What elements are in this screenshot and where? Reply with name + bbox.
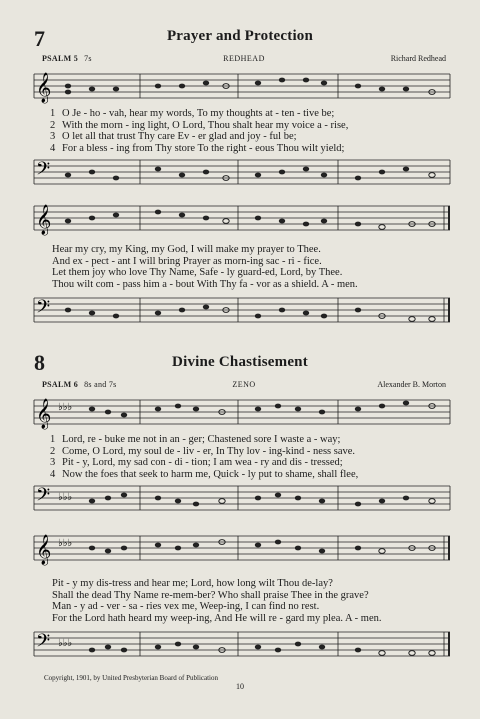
treble-staff: [32, 530, 452, 570]
hymn-title: Prayer and Protection: [166, 28, 314, 44]
verse-line: 1 O Je - ho - vah, hear my words, To my thoughts at - ten - tive be;: [50, 108, 335, 119]
bass-clef-icon: 𝄢: [36, 631, 51, 656]
hymn-meta: [42, 54, 446, 66]
verse-line: For the Lord hath heard my weep-ing, And He will re - gard my plea. A - men.: [52, 612, 382, 624]
verse-line: 2 With the morn - ing light, O Lord, Thou shalt hear my voice a - rise,: [50, 119, 349, 131]
flat-icon: ♭♭♭: [58, 402, 73, 413]
copyright-notice: Copyright, 1901, by United Presbyterian Board of Publication: [44, 674, 219, 682]
verse-line: Thou wilt com - pass him a - bout With Thy fa - vor as a shield. A - men.: [52, 278, 358, 290]
verse-lines-continued: [52, 244, 452, 290]
verse-line: Shall the dead Thy Name re-mem-ber? Who shall praise Thee in the grave?: [52, 589, 369, 601]
flat-icon: ♭♭♭: [58, 638, 73, 649]
hymn-title: Divine Chastisement: [172, 354, 308, 370]
verse-line: 4 For a bless - ing from Thy store To the right - eous Thou wilt yield;: [50, 142, 345, 154]
verse-line: 1 Lord, re - buke me not in an - ger; Chastened sore I waste a - way;: [50, 434, 341, 445]
treble-clef-icon: 𝄞: [36, 535, 52, 565]
verse-line: Pit - y my dis-tress and hear me; Lord, how long wilt Thou de-lay?: [52, 578, 333, 589]
composer: Richard Redhead: [390, 54, 446, 63]
verse-line: And ex - pect - ant I will bring Prayer as morn-ing sac - ri - fice.: [52, 255, 322, 267]
bass-staff: [32, 480, 452, 520]
verse-line: 3 O let all that trust Thy care Ev - er glad and joy - ful be;: [50, 131, 297, 142]
bass-staff: [32, 154, 452, 194]
hymn-meta: [42, 380, 446, 392]
composer: Alexander B. Morton: [377, 380, 446, 389]
treble-staff: [32, 394, 452, 434]
treble-staff: [32, 68, 452, 108]
flat-icon: ♭♭♭: [58, 538, 73, 549]
page-number: 10: [236, 682, 244, 691]
psalm-reference: PSALM 6 8s and 7s: [42, 380, 117, 389]
verse-line: Hear my cry, my King, my God, I will make my prayer to Thee.: [52, 244, 321, 255]
verse-line: Let them joy who love Thy Name, Safe - ly guard-ed, Lord, by Thee.: [52, 267, 343, 278]
bass-clef-icon: 𝄢: [36, 159, 51, 184]
verse-line: 4 Now the foes that seek to harm me, Quick - ly put to shame, shall flee,: [50, 468, 359, 480]
tune-name: REDHEAD: [223, 54, 265, 63]
bass-clef-icon: 𝄢: [36, 297, 51, 322]
bass-staff: [32, 292, 452, 332]
treble-clef-icon: 𝄞: [36, 205, 52, 235]
verse-line: 3 Pit - y, Lord, my sad con - di - tion; I am wea - ry and dis - tressed;: [50, 457, 343, 468]
verse-lines: [50, 108, 450, 154]
flat-icon: ♭♭♭: [58, 492, 73, 503]
hymn-number: 8: [34, 350, 45, 375]
treble-staff: [32, 200, 452, 240]
verse-lines: [50, 434, 450, 480]
treble-clef-icon: 𝄞: [36, 399, 52, 429]
psalm-reference: PSALM 5 7s: [42, 54, 92, 63]
tune-name: ZENO: [232, 380, 256, 389]
hymn-number: 7: [34, 26, 45, 51]
verse-line: Man - y ad - ver - sa - ries vex me, Weep-ing, I can find no rest.: [52, 601, 320, 612]
bass-staff: [32, 626, 452, 666]
verse-line: 2 Come, O Lord, my soul de - liv - er, In Thy lov - ing-kind - ness save.: [50, 445, 356, 457]
bass-clef-icon: 𝄢: [36, 485, 51, 510]
treble-clef-icon: 𝄞: [36, 73, 52, 103]
verse-lines-continued: [52, 578, 452, 624]
